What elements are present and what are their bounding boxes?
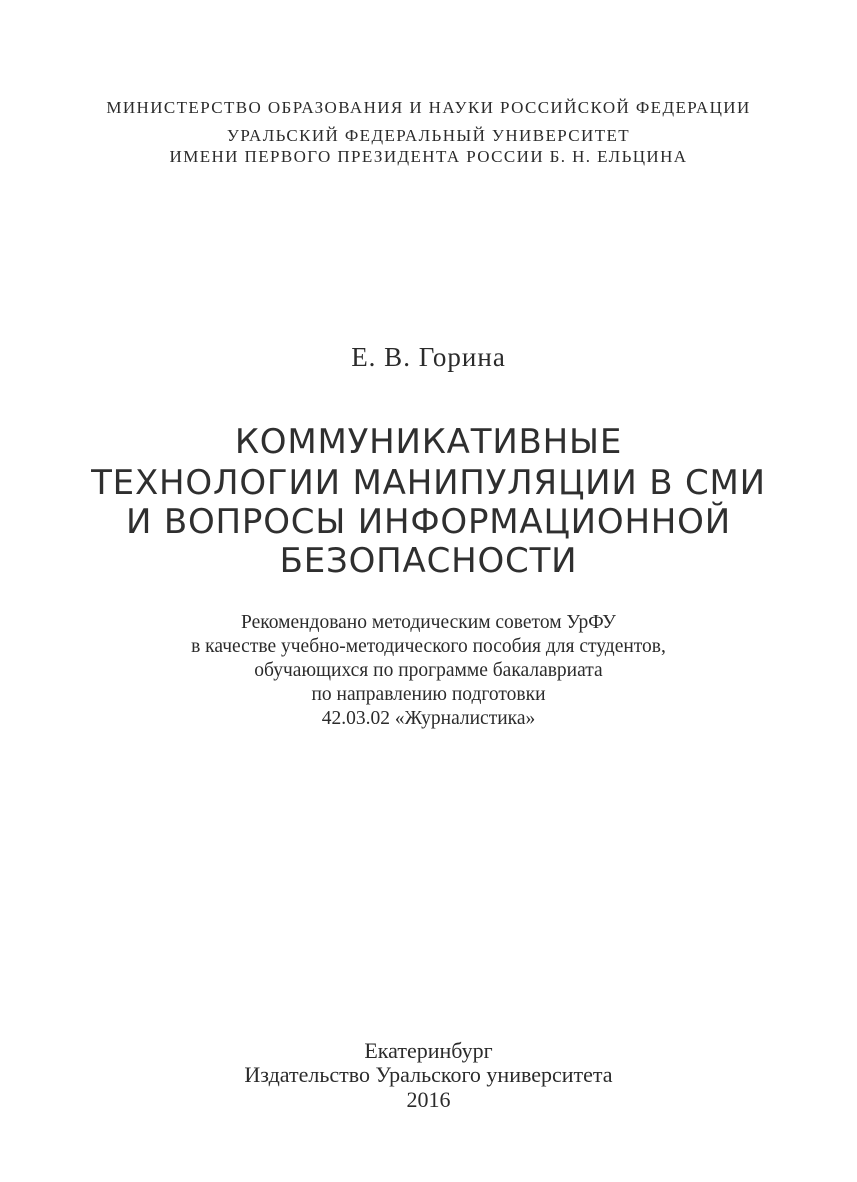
imprint-publisher: Издательство Уральского университета xyxy=(244,1062,613,1087)
ministry-heading: МИНИСТЕРСТВО ОБРАЗОВАНИЯ И НАУКИ РОССИЙСКОЙ ФЕДЕРАЦИИ xyxy=(106,98,751,117)
book-title-line-4: БЕЗОПАСНОСТИ xyxy=(279,541,578,581)
recommendation-line-1: Рекомендовано методическим советом УрФУ xyxy=(241,612,616,633)
book-title-line-2: ТЕХНОЛОГИИ МАНИПУЛЯЦИИ В СМИ xyxy=(91,463,766,503)
recommendation-line-2: в качестве учебно-методического пособия для студентов, xyxy=(191,636,666,657)
recommendation-line-3: обучающихся по программе бакалавриата xyxy=(254,660,603,681)
university-heading-line-1: УРАЛЬСКИЙ ФЕДЕРАЛЬНЫЙ УНИВЕРСИТЕТ xyxy=(226,126,631,145)
book-title-line-3: И ВОПРОСЫ ИНФОРМАЦИОННОЙ xyxy=(126,502,731,542)
imprint-year: 2016 xyxy=(406,1087,451,1112)
recommendation-line-5: 42.03.02 «Журналистика» xyxy=(321,708,536,729)
book-title-line-1: КОММУНИКАТИВНЫЕ xyxy=(234,422,623,462)
university-heading-line-2: ИМЕНИ ПЕРВОГО ПРЕЗИДЕНТА РОССИИ Б. Н. ЕЛЬЦИНА xyxy=(169,147,688,166)
author-name: Е. В. Горина xyxy=(351,342,506,372)
imprint-city: Екатеринбург xyxy=(364,1038,493,1063)
recommendation-line-4: по направлению подготовки xyxy=(311,684,546,705)
